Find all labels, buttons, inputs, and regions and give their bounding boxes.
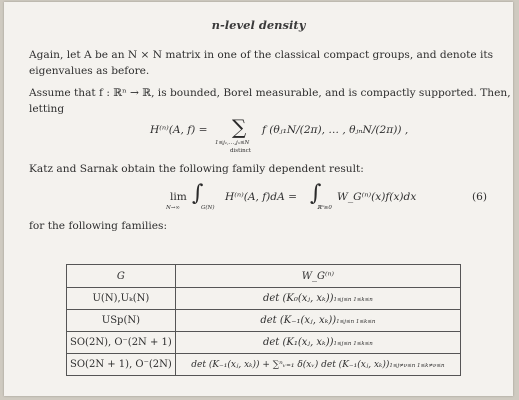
- table-cell-formula: [175, 332, 460, 354]
- equation-1-rhs: f (θⱼ₁N/(2π), … , θⱼₙN/(2π)) ,: [262, 124, 409, 136]
- table-header-row: [67, 265, 461, 288]
- summation-note: distinct: [230, 148, 251, 154]
- integrand-1: H⁽ⁿ⁾(A, f)dA =: [225, 191, 297, 203]
- table-cell-formula: [175, 310, 460, 332]
- table-header-density: W_G⁽ⁿ⁾: [175, 265, 460, 288]
- integral-symbol-1: ∫: [192, 181, 204, 206]
- formula-text: det (K₋₁(xⱼ, xₖ)): [260, 315, 337, 326]
- paragraph-3: Katz and Sarnak obtain the following family dependent result:: [29, 163, 364, 175]
- families-table: [66, 264, 461, 376]
- table-cell-group: SO(2N + 1), O⁻(2N): [67, 354, 176, 376]
- table-cell-group: USp(N): [67, 310, 176, 332]
- paragraph-1-line-1: Again, let A be an N × N matrix in one of the classical compact groups, and denote its: [29, 49, 494, 61]
- summation-symbol: ∑: [232, 115, 247, 139]
- integrand-2: W_G⁽ⁿ⁾(x)f(x)dx: [337, 191, 417, 203]
- paragraph-2-line-2: letting: [29, 103, 65, 115]
- table-cell-group: U(N),Uₖ(N): [67, 288, 176, 310]
- slide-title: n-level density: [211, 18, 306, 32]
- paragraph-2-line-1: Assume that f : ℝⁿ → ℝ, is bounded, Borel measurable, and is compactly supported. Then,: [29, 87, 511, 99]
- limit-subscript: N→∞: [166, 205, 181, 211]
- summation-range: 1≤j₁,…,jₙ≤N: [215, 140, 250, 146]
- formula-subscript: 1≤j≤n 1≤k≤n: [333, 341, 373, 347]
- table-row: [67, 288, 461, 310]
- slide: [4, 2, 513, 396]
- formula-subscript: 1≤j≠ν≤n 1≤k≠ν≤n: [389, 362, 445, 369]
- table-cell-formula: [175, 288, 460, 310]
- table-cell-group: SO(2N), O⁻(2N + 1): [67, 332, 176, 354]
- formula-text: det (K₀(xⱼ, xₖ)): [262, 293, 334, 304]
- table-cell-formula: [175, 354, 460, 376]
- formula-text: det (K₁(xⱼ, xₖ)): [262, 337, 334, 348]
- integral-symbol-2: ∫: [310, 181, 322, 206]
- table-header-group: G: [67, 265, 176, 288]
- equation-1-lhs: H⁽ⁿ⁾(A, f) =: [150, 124, 208, 136]
- formula-text: det (K₋₁(xⱼ, xₖ)) + ∑ⁿᵥ₌₁ δ(xᵥ) det (K₋₁(xⱼ, xₖ)): [191, 359, 390, 370]
- table-row: [67, 354, 461, 376]
- formula-subscript: 1≤j≤n 1≤k≤n: [336, 319, 376, 325]
- equation-number: (6): [472, 191, 488, 203]
- integral-2-domain: ℝⁿ≥0: [317, 205, 332, 211]
- paragraph-4: for the following families:: [29, 220, 168, 232]
- formula-subscript: 1≤j≤n 1≤k≤n: [333, 297, 373, 303]
- paragraph-1-line-2: eigenvalues as before.: [29, 65, 150, 77]
- limit-label: lim: [170, 191, 187, 203]
- integral-1-domain: G(N): [201, 205, 215, 211]
- table-row: [67, 332, 461, 354]
- table-row: [67, 310, 461, 332]
